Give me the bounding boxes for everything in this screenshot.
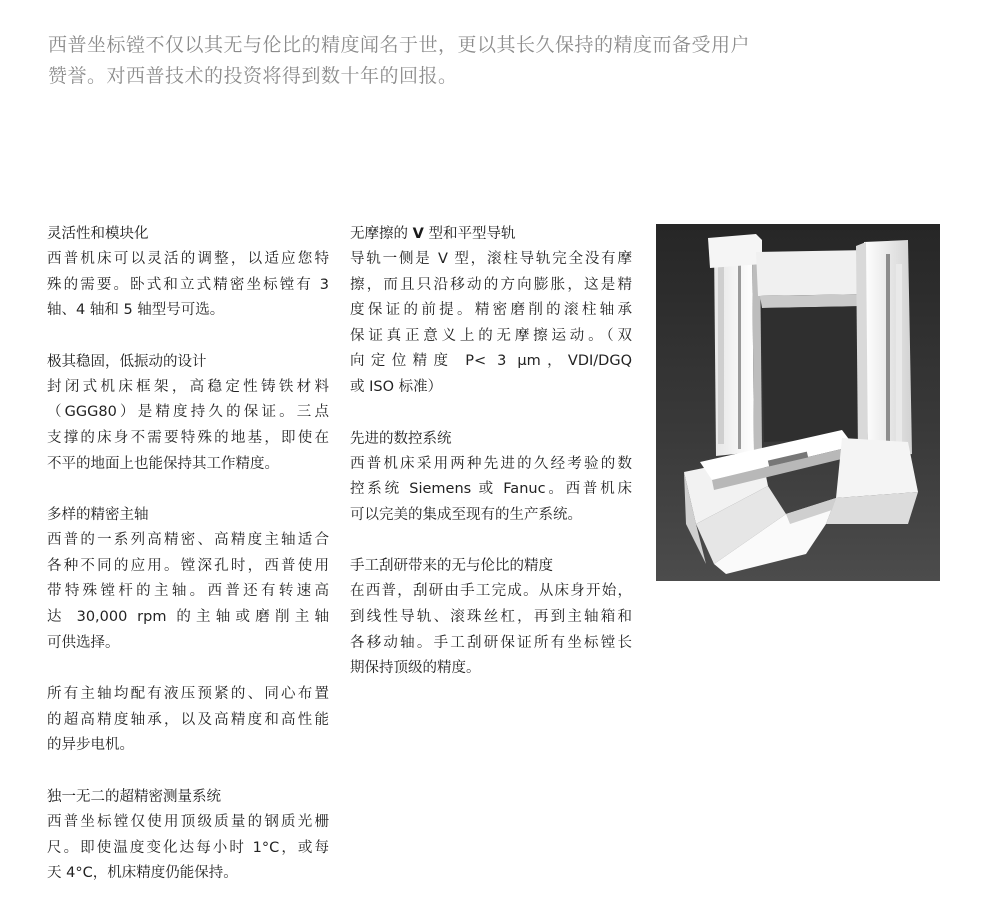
body-line: 在西普，刮研由手工完成。从床身开始， [350,583,632,600]
body-line: 不平的地面上也能保持其工作精度。 [47,455,279,472]
body-line: 支撑的床身不需要特殊的地基，即使在 [47,429,329,446]
section-guideways [350,222,632,401]
section-measuring-system [47,785,329,887]
section-hand-scraping [350,554,632,681]
section-heading: 手工刮研带来的无与伦比的精度 [350,558,553,575]
heading-part: 型和平型导轨 [423,226,516,242]
body-line: 保证真正意义上的无摩擦运动。（双 [350,327,632,344]
body-line: 可以完美的集成至现有的生产系统。 [350,506,582,523]
body-line: 封闭式机床框架，高稳定性铸铁材料 [47,378,329,395]
body-line: 度保证的前提。精密磨削的滚柱轴承 [350,302,632,319]
body-line: 西普的一系列高精密、高精度主轴适合 [47,532,329,549]
body-line: 轴、4 轴和 5 轴型号可选。 [47,302,225,319]
middle-column [350,222,632,708]
body-line: 的异步电机。 [47,737,134,754]
body-line: 各移动轴。手工刮研保证所有坐标镗长 [350,634,632,651]
intro-line: 赞誉。对西普技术的投资将得到数十年的回报。 [48,65,458,87]
body-line: 天 4°C，机床精度仍能保持。 [47,865,238,882]
body-line: 各种不同的应用。镗深孔时，西普使用 [47,557,329,574]
section-heading: 灵活性和模块化 [47,226,149,242]
heading-part: V [412,226,424,242]
body-line: 带特殊镗杆的主轴。西普还有转速高 [47,583,329,600]
body-line: 所有主轴均配有液压预紧的、同心布置 [47,686,329,703]
body-line: 导轨一侧是 V 型，滚柱导轨完全没有摩 [350,251,632,267]
body-line: 的超高精度轴承，以及高精度和高性能 [47,711,329,728]
body-line: 向定位精度 P< 3 μm，VDI/DGQ [350,353,632,370]
left-column [47,222,329,913]
section-cnc [350,427,632,529]
intro-line: 西普坐标镗不仅以其无与伦比的精度闻名于世，更以其长久保持的精度而备受用户 [48,34,751,56]
section-stable-design [47,350,329,477]
body-line: 可供选择。 [47,634,120,651]
body-line: 期保持顶级的精度。 [350,660,481,677]
body-line: （GGG80）是精度持久的保证。三点 [47,404,329,421]
section-heading: 独一无二的超精密测量系统 [47,788,221,805]
section-heading [350,222,632,247]
section-heading: 多样的精密主轴 [47,507,149,524]
machine-frame-photo [656,224,940,581]
body-line: 西普机床可以灵活的调整，以适应您特 [47,251,329,267]
section-spindles [47,503,329,656]
section-flexibility [47,222,329,324]
body-line: 殊的需要。卧式和立式精密坐标镗有 3 [47,276,329,293]
body-line: 或 ISO 标准） [350,378,443,395]
section-heading: 先进的数控系统 [350,430,452,447]
section-heading: 极其稳固，低振动的设计 [47,353,207,370]
body-line: 到线性导轨、滚珠丝杠，再到主轴箱和 [350,608,632,625]
body-line: 西普坐标镗仅使用顶级质量的钢质光栅 [47,813,329,830]
body-line: 西普机床采用两种先进的久经考验的数 [350,455,632,472]
body-line: 尺。即使温度变化达每小时 1°C，或每 [47,839,329,856]
body-line: 控系统 Siemens 或 Fanuc。西普机床 [350,481,632,498]
section-bearings [47,682,329,759]
body-line: 达 30,000 rpm 的主轴或磨削主轴 [47,608,329,625]
heading-part: 无摩擦的 [350,226,413,242]
intro-paragraph [48,30,908,92]
machine-frame-icon [656,224,940,581]
body-line: 擦，而且只沿移动的方向膨胀，这是精 [350,276,632,293]
